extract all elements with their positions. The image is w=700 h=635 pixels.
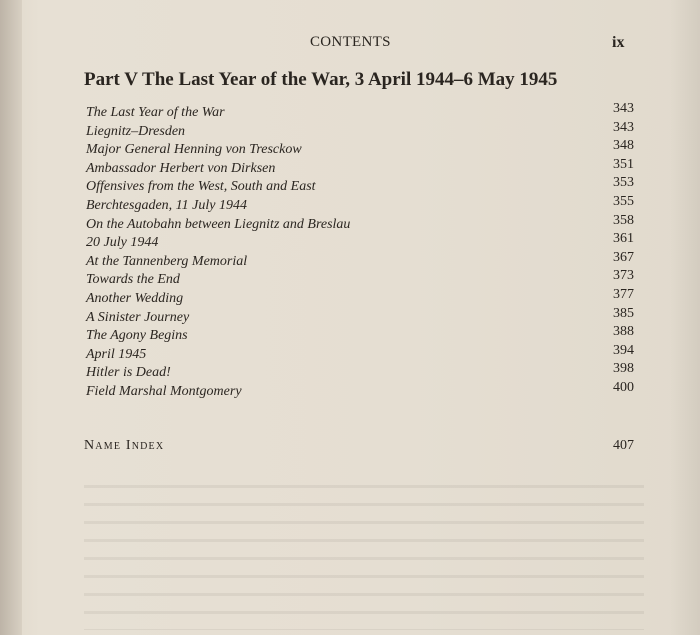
page-number: ix [612, 34, 625, 51]
name-index-entry [84, 438, 634, 458]
toc-entry [86, 138, 634, 160]
toc-entry-page: 343 [613, 101, 634, 116]
toc-entry [86, 286, 634, 309]
toc-entry-page: 358 [613, 212, 634, 228]
toc-entry-page: 373 [613, 268, 634, 284]
toc-entry-page: 385 [613, 305, 634, 321]
toc-entry-page: 353 [613, 175, 634, 191]
toc-entry-title: Major General Henning von Tresckow [86, 142, 302, 158]
toc-entry [86, 268, 634, 290]
toc-entry [86, 101, 634, 123]
name-index-page: 407 [613, 438, 634, 453]
toc-entry-title: April 1945 [86, 346, 147, 362]
toc-entry [86, 305, 634, 328]
toc-entry-title: Field Marshal Montgomery [86, 383, 242, 399]
toc-entry [86, 379, 634, 402]
toc-entry-page: 348 [613, 138, 634, 154]
toc-entry-title: Berchtesgaden, 11 July 1944 [86, 197, 247, 213]
toc-entry-title: Towards the End [86, 272, 180, 288]
toc-entry [86, 156, 634, 179]
toc-entry-page: 367 [613, 249, 634, 265]
toc-entry-title: 20 July 1944 [86, 235, 159, 251]
toc-entry-page: 343 [613, 119, 634, 135]
toc-entry [86, 324, 634, 346]
book-gutter [0, 0, 22, 635]
toc-entry [86, 175, 634, 197]
toc-entry-page: 355 [613, 193, 634, 209]
contents-list [86, 101, 634, 402]
toc-entry-title: On the Autobahn between Liegnitz and Breslau [86, 216, 351, 232]
toc-entry-page: 388 [613, 324, 634, 340]
toc-entry-page: 377 [613, 286, 634, 302]
toc-entry-title: At the Tannenberg Memorial [86, 253, 248, 269]
toc-entry [86, 249, 634, 272]
toc-entry [86, 193, 634, 216]
part-heading: Part V The Last Year of the War, 3 April 1944–6 May 1945 [84, 69, 558, 90]
toc-entry-title: Ambassador Herbert von Dirksen [86, 160, 276, 176]
toc-entry-page: 400 [613, 379, 634, 395]
toc-entry-title: The Last Year of the War [86, 105, 225, 120]
toc-entry [86, 212, 634, 235]
name-index-label: Name Index [84, 438, 165, 453]
toc-entry-title: Liegnitz–Dresden [86, 123, 186, 139]
toc-entry [86, 119, 634, 142]
toc-entry [86, 342, 634, 365]
toc-entry-title: The Agony Begins [86, 328, 188, 344]
toc-entry-title: Offensives from the West, South and East [86, 179, 316, 195]
running-head: CONTENTS [310, 34, 391, 50]
page-shadow [670, 0, 700, 635]
toc-entry-title: Hitler is Dead! [86, 365, 171, 381]
bleed-through-text [84, 470, 644, 630]
toc-entry-page: 394 [613, 342, 634, 358]
toc-entry-title: Another Wedding [86, 290, 184, 306]
toc-entry-page: 361 [613, 231, 634, 247]
toc-entry [86, 361, 634, 383]
toc-entry [86, 231, 634, 253]
toc-entry-title: A Sinister Journey [86, 309, 190, 325]
toc-entry-page: 398 [613, 361, 634, 377]
toc-entry-page: 351 [613, 156, 634, 172]
